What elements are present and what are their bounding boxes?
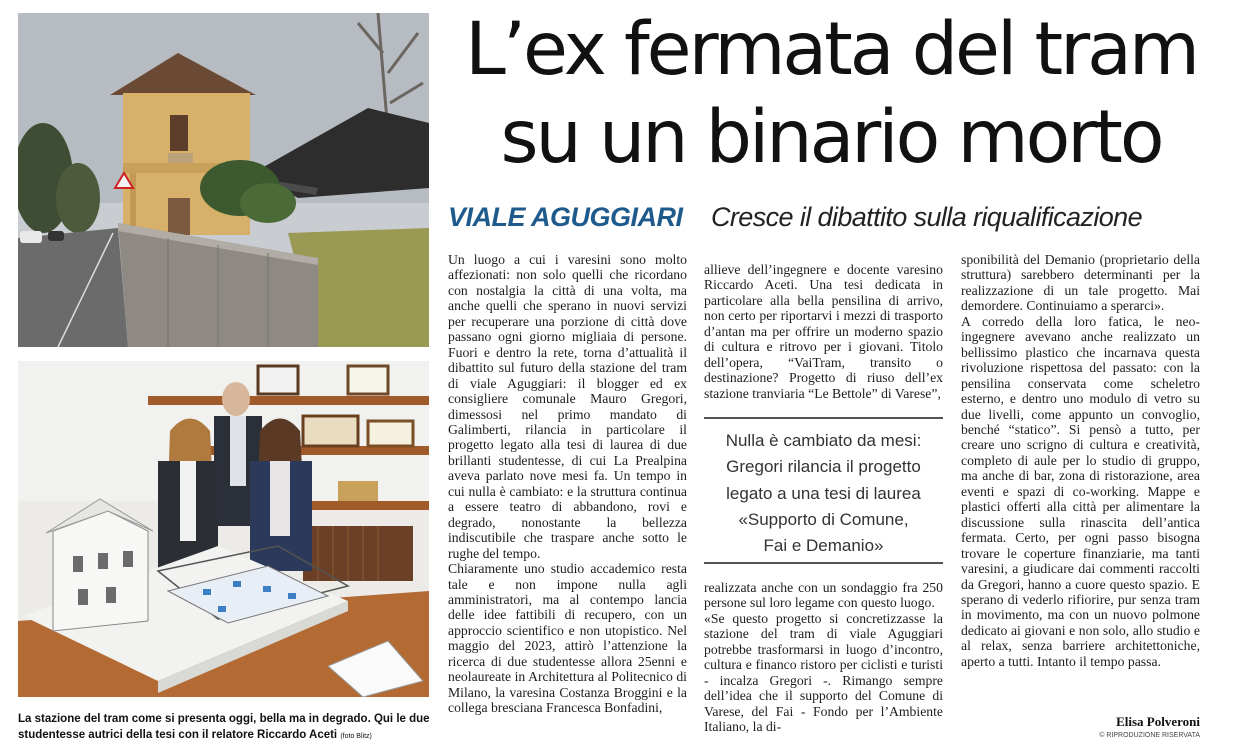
pull-quote-line: Nulla è cambiato da mesi: xyxy=(725,431,922,450)
pull-quote-line: «Supporto di Comune, xyxy=(738,509,909,529)
pull-quote xyxy=(704,417,943,564)
photo-caption xyxy=(18,712,433,744)
pull-quote-line: legato a una tesi di laurea xyxy=(726,483,921,503)
article-column-2-top xyxy=(704,262,943,401)
paragraph: sponibilità del Demanio (proprietario della struttura) sarebbero determinanti per la realizzazione di un tale progetto. Mai demordere. Continuiamo a sperarci». xyxy=(961,252,1200,314)
subheadline: Cresce il dibattito sulla riqualificazione xyxy=(711,202,1143,232)
headline xyxy=(436,6,1226,182)
headline-line-1: L’ex fermata del tram xyxy=(465,7,1197,92)
paragraph: realizzata anche con un sondaggio fra 250 persone sul loro legame con questo luogo. xyxy=(704,580,943,611)
paragraph: Chiaramente uno studio accademico resta tale e non impone nulla agli amministratori, ma al contempo lancia delle idee fattibili di recupero, con un approccio scientifico e non utopistico. Nel maggio del 2023, attirò l’attenzione la ricerca di due studentesse allora 25enni e neolaureate in Architettura al Politecnico di Milano, la varesina Costanza Broggini e la collega bresciana Francesca Bonfadini, xyxy=(448,561,687,716)
paragraph: «Se questo progetto si concretizzasse la stazione del tram di viale Aguggiari potrebbe trasformarsi in luogo d’incontro, cultura e financo ristoro per ciclisti e turisti - incalza Gregori -. Rimango sempre dell’idea che il supporto del Comune di Varese, del Fai - Fondo per l’Ambiente Italiano, la di- xyxy=(704,610,943,735)
copyright-notice: © RIPRODUZIONE RISERVATA xyxy=(1099,732,1200,739)
article-column-2-bottom xyxy=(704,580,943,735)
author-signature: Elisa Polveroni xyxy=(1116,714,1200,729)
paragraph: allieve dell’ingegnere e docente varesino Riccardo Aceti. Una tesi dedicata in particolare alla bella pensilina di arrivo, non certo per riportarvi i mezzi di trasporto d’antan ma per offrire un moderno spazio di cultura e ritrovo per i giovani. Titolo dell’opera, “VaiTram, transito o destinazione? Progetto di riuso dell’ex stazione tranviaria “Le Bettole” di Varese”, xyxy=(704,262,943,401)
article-column-1 xyxy=(448,252,687,716)
pull-quote-line: Gregori rilancia il progetto xyxy=(726,457,921,477)
caption-text: La stazione del tram come si presenta oggi, bella ma in degrado. Qui le due studentesse autrici della tesi con il relatore Riccardo Aceti xyxy=(18,713,430,741)
pull-quote-line: Fai e Demanio» xyxy=(763,536,884,556)
photo-credit: (foto Blitz) xyxy=(340,732,372,740)
station-photo xyxy=(18,13,429,347)
article-column-3 xyxy=(961,252,1200,669)
students-model-photo xyxy=(18,361,429,697)
headline-line-2: su un binario morto xyxy=(500,95,1162,180)
paragraph: A corredo della loro fatica, le neo-ingegnere avevano anche realizzato un bellissimo plastico che incarnava questa rivoluzione rispettosa del passato: con la pensilina conservata come scheletro esterno, e dentro uno modulo di vetro su due livelli, come appunto un convoglio, benché “statico”. Si pensò a tutto, per creare uno scrigno di cultura e creatività, completo di aule per lo studio di gruppo, ma anche di bar, zona di ristorazione, area eventi e spazi di co-working. Mappe e plastici offerti alla città per alimentare la discussione sulla rinascita dell’antica fermata. Certo, per ogni passo bisogna trovare le coperture finanziarie, ma tanti varesini, a giudicare dai commenti raccolti da Gregori, hanno a cuore questo spazio. E sperano di vederlo rifiorire, pur senza tram in movimento, ma con un nuovo polmone dedicato ai giovani e non solo, allo studio e al relax, senza barriere architettoniche, aperto a tutti. Intanto il tempo passa. xyxy=(961,313,1200,669)
kicker: VIALE AGUGGIARI xyxy=(448,202,683,232)
paragraph: Un luogo a cui i varesini sono molto affezionati: non solo quelli che ricordano con nostalgia la città di una volta, ma anche quelli che sperano in nuovi servizi per recuperare una porzione di città dove passano ogni giorno migliaia di persone. Fuori e dentro la rete, torna d’attualità il dibattito sul futuro della stazione del tram di viale Aguggiari: il blogger ed ex consigliere comunale Mauro Gregori, dimessosi nel primo mandato di Galimberti, rilancia in particolare il progetto legato alla tesi di laurea di due brillanti studentesse, di cui La Prealpina aveva parlato nove mesi fa. Un tempo in cui nulla è cambiato: e la struttura continua a essere teatro di abbandono, rovi e degrado, nonostante la bellezza indiscutibile che traspare anche sotto le rughe del tempo. xyxy=(448,252,687,561)
